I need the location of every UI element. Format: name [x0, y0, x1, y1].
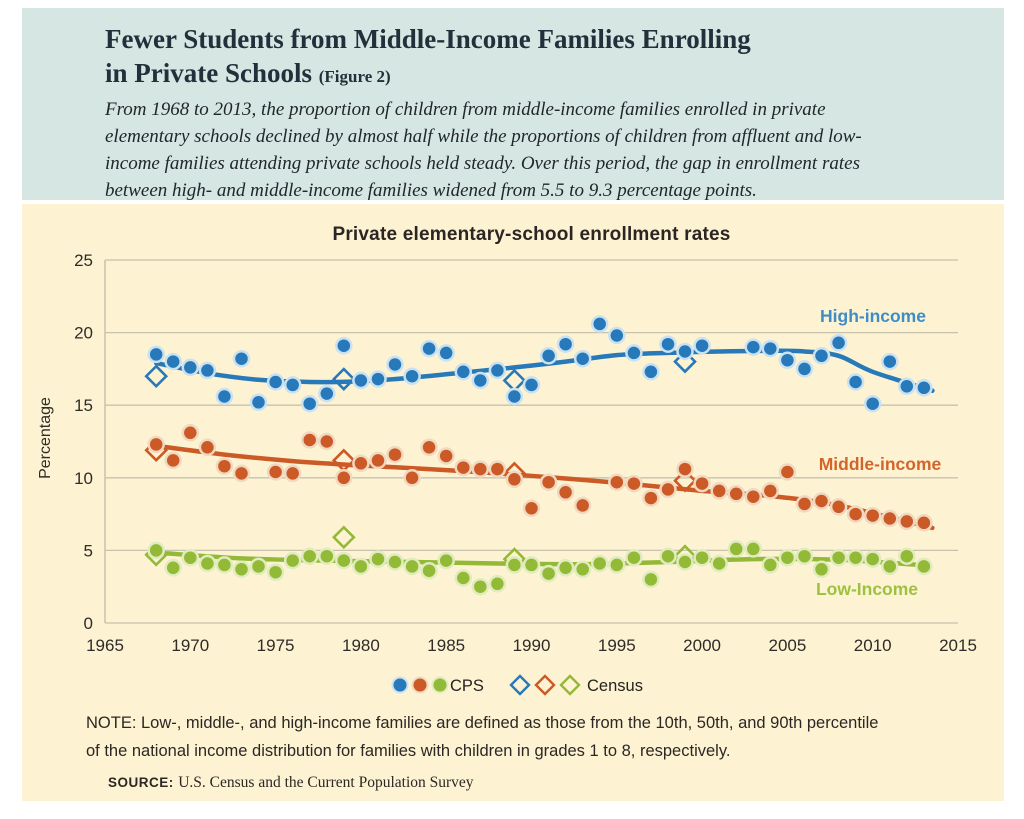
cps-dot	[848, 375, 863, 390]
cps-dot	[473, 462, 488, 477]
cps-dot	[678, 344, 693, 359]
cps-dot	[780, 353, 795, 368]
cps-dot	[831, 499, 846, 514]
cps-dot	[712, 556, 727, 571]
y-tick-label: 0	[83, 614, 93, 633]
cps-dot	[371, 453, 386, 468]
legend-cps-marker-low-income	[433, 678, 448, 693]
cps-dot	[882, 559, 897, 574]
cps-dot	[371, 552, 386, 567]
cps-dot	[865, 552, 880, 567]
cps-dot	[234, 466, 249, 481]
cps-dot	[268, 465, 283, 480]
cps-dot	[166, 354, 181, 369]
cps-dot	[746, 541, 761, 556]
cps-dot	[285, 553, 300, 568]
cps-dot	[456, 364, 471, 379]
chart-note-line2: of the national income distribution for families with children in grades 1 to 8, respectively.	[86, 741, 731, 760]
cps-dot	[814, 562, 829, 577]
chart-legend	[393, 676, 643, 695]
cps-dot	[251, 395, 266, 410]
cps-dot	[575, 498, 590, 513]
x-tick-label: 1980	[341, 636, 380, 655]
cps-dot	[336, 553, 351, 568]
cps-dot	[899, 514, 914, 529]
cps-dot	[507, 472, 522, 487]
series-label-high-income: High-income	[820, 306, 926, 326]
cps-dot	[507, 389, 522, 404]
x-tick-label: 2005	[768, 636, 807, 655]
cps-dot	[371, 372, 386, 387]
cps-dot	[541, 348, 556, 363]
y-tick-label: 10	[74, 468, 93, 488]
cps-dot	[422, 563, 437, 578]
cps-dot	[200, 440, 215, 455]
cps-dot	[643, 572, 658, 587]
cps-dot	[422, 341, 437, 356]
cps-dot	[609, 328, 624, 343]
cps-dot	[558, 560, 573, 575]
cps-dot	[797, 549, 812, 564]
cps-dot	[183, 360, 198, 375]
cps-dot	[473, 373, 488, 388]
cps-dot	[285, 466, 300, 481]
cps-dot	[848, 550, 863, 565]
x-tick-label: 1975	[256, 636, 295, 655]
cps-dot	[558, 337, 573, 352]
x-tick-label: 1970	[171, 636, 210, 655]
cps-dot	[319, 549, 334, 564]
cps-dot	[149, 437, 164, 452]
cps-dot	[353, 559, 368, 574]
cps-dot	[149, 347, 164, 362]
cps-dot	[319, 434, 334, 449]
cps-dot	[456, 460, 471, 475]
cps-dot	[473, 579, 488, 594]
census-diamond	[334, 527, 354, 547]
cps-dot	[831, 335, 846, 350]
cps-dot	[302, 549, 317, 564]
source-label: SOURCE:	[108, 775, 174, 790]
cps-dot	[712, 483, 727, 498]
y-tick-label: 5	[83, 541, 93, 561]
cps-dot	[456, 571, 471, 586]
cps-dot	[319, 386, 334, 401]
y-tick-label: 25	[74, 251, 93, 270]
figure-title	[105, 22, 965, 94]
cps-dot	[439, 449, 454, 464]
cps-dot	[422, 440, 437, 455]
cps-dot	[643, 491, 658, 506]
census-diamond	[334, 369, 354, 389]
figure-title-line2: in Private Schools	[105, 58, 312, 88]
series-label-low-income: Low-Income	[815, 579, 919, 599]
cps-dot	[388, 447, 403, 462]
cps-dot	[183, 425, 198, 440]
chart-note	[86, 710, 966, 765]
cps-dot	[729, 486, 744, 501]
cps-dot	[388, 357, 403, 372]
cps-dot	[166, 560, 181, 575]
cps-dot	[899, 549, 914, 564]
cps-dot	[183, 550, 198, 565]
cps-dot	[234, 351, 249, 366]
cps-dot	[609, 475, 624, 490]
cps-dot	[575, 562, 590, 577]
cps-dot	[882, 354, 897, 369]
y-axis-title: Percentage	[37, 397, 54, 479]
cps-dot	[882, 511, 897, 526]
cps-dot	[200, 556, 215, 571]
legend-census-marker-high-income	[511, 676, 529, 694]
cps-dot	[746, 340, 761, 355]
cps-dot	[405, 559, 420, 574]
cps-dot	[763, 557, 778, 572]
x-tick-label: 1985	[427, 636, 466, 655]
cps-dot	[149, 543, 164, 558]
cps-dot	[916, 559, 931, 574]
figure-subtitle: From 1968 to 2013, the proportion of children from middle-income families enrolled in private elementary schools declined by almost half while the proportions of children from affluent and low-income families attending private schools held steady. Over this period, the gap in enrollment rates between high- and middle-income families widened from 5.5 to 9.3 percentage points.	[105, 99, 862, 201]
cps-dot	[678, 462, 693, 477]
cps-dot	[541, 475, 556, 490]
cps-dot	[336, 470, 351, 485]
cps-dot	[746, 489, 761, 504]
chart-note-line1: NOTE: Low-, middle-, and high-income families are defined as those from the 10th, 50th, and 90th percentile	[86, 714, 879, 732]
cps-dot	[302, 396, 317, 411]
cps-dot	[405, 369, 420, 384]
y-tick-label: 15	[74, 396, 93, 416]
cps-dot	[678, 555, 693, 570]
cps-dot	[695, 550, 710, 565]
cps-dot	[763, 483, 778, 498]
figure-number-tag: (Figure 2)	[318, 67, 391, 86]
cps-dot	[507, 557, 522, 572]
series-label-middle-income: Middle-income	[818, 454, 942, 474]
cps-dot	[217, 459, 232, 474]
figure-title-line1: Fewer Students from Middle-Income Families Enrolling	[105, 24, 751, 54]
cps-dot	[592, 556, 607, 571]
legend-census-label: Census	[587, 677, 643, 695]
cps-dot	[353, 456, 368, 471]
cps-dot	[234, 562, 249, 577]
cps-dots-low-income	[149, 541, 932, 594]
x-tick-label: 2000	[683, 636, 722, 655]
cps-dot	[217, 389, 232, 404]
cps-dot	[899, 379, 914, 394]
x-axis-labels	[86, 636, 977, 655]
cps-dot	[524, 501, 539, 516]
legend-cps-marker-middle-income	[413, 678, 428, 693]
cps-dot	[524, 557, 539, 572]
cps-dot	[661, 337, 676, 352]
cps-dot	[405, 470, 420, 485]
cps-dot	[916, 515, 931, 530]
cps-dot	[814, 348, 829, 363]
x-tick-label: 1990	[512, 636, 551, 655]
x-tick-label: 2015	[939, 636, 977, 655]
cps-dot	[695, 476, 710, 491]
x-tick-label: 1995	[597, 636, 636, 655]
x-tick-label: 1965	[86, 636, 124, 655]
cps-dot	[780, 550, 795, 565]
x-tick-label: 2010	[853, 636, 892, 655]
cps-dot	[626, 345, 641, 360]
cps-dot	[814, 494, 829, 509]
legend-cps-marker-high-income	[393, 678, 408, 693]
cps-dot	[251, 559, 266, 574]
chart-panel	[22, 204, 1004, 801]
cps-dot	[626, 476, 641, 491]
cps-dot	[609, 557, 624, 572]
cps-dot	[695, 338, 710, 353]
cps-dot	[797, 496, 812, 511]
cps-dot	[780, 465, 795, 480]
cps-dot	[388, 555, 403, 570]
y-tick-label: 20	[74, 323, 93, 343]
cps-dot	[439, 345, 454, 360]
cps-dot	[848, 507, 863, 522]
chart-source	[108, 774, 474, 792]
legend-census-marker-low-income	[561, 676, 579, 694]
cps-dot	[524, 377, 539, 392]
cps-dot	[541, 566, 556, 581]
cps-dot	[200, 363, 215, 378]
chart-title: Private elementary-school enrollment rates	[332, 224, 731, 245]
header-panel	[22, 8, 1004, 200]
cps-dot	[166, 453, 181, 468]
cps-dot	[268, 375, 283, 390]
cps-dot	[626, 550, 641, 565]
cps-dot	[558, 485, 573, 500]
cps-dot	[661, 482, 676, 497]
cps-dot	[285, 377, 300, 392]
cps-dot	[217, 557, 232, 572]
cps-dot	[439, 553, 454, 568]
cps-dot	[643, 364, 658, 379]
census-diamond	[146, 366, 166, 386]
cps-dot	[268, 565, 283, 580]
census-diamond	[504, 371, 524, 391]
cps-dot	[661, 549, 676, 564]
cps-dot	[916, 380, 931, 395]
cps-dot	[490, 576, 505, 591]
cps-dot	[797, 361, 812, 376]
source-text: U.S. Census and the Current Population Survey	[178, 774, 474, 791]
cps-dot	[336, 338, 351, 353]
legend-cps-label: CPS	[450, 677, 484, 695]
cps-dot	[575, 351, 590, 366]
cps-dot	[490, 363, 505, 378]
cps-dot	[865, 396, 880, 411]
legend-census-marker-middle-income	[536, 676, 554, 694]
cps-dot	[592, 316, 607, 331]
cps-dot	[831, 550, 846, 565]
cps-dot	[490, 462, 505, 477]
cps-dot	[302, 433, 317, 448]
census-diamond	[334, 450, 354, 470]
cps-dot	[729, 541, 744, 556]
cps-dot	[763, 341, 778, 356]
cps-dot	[865, 508, 880, 523]
cps-dot	[353, 373, 368, 388]
